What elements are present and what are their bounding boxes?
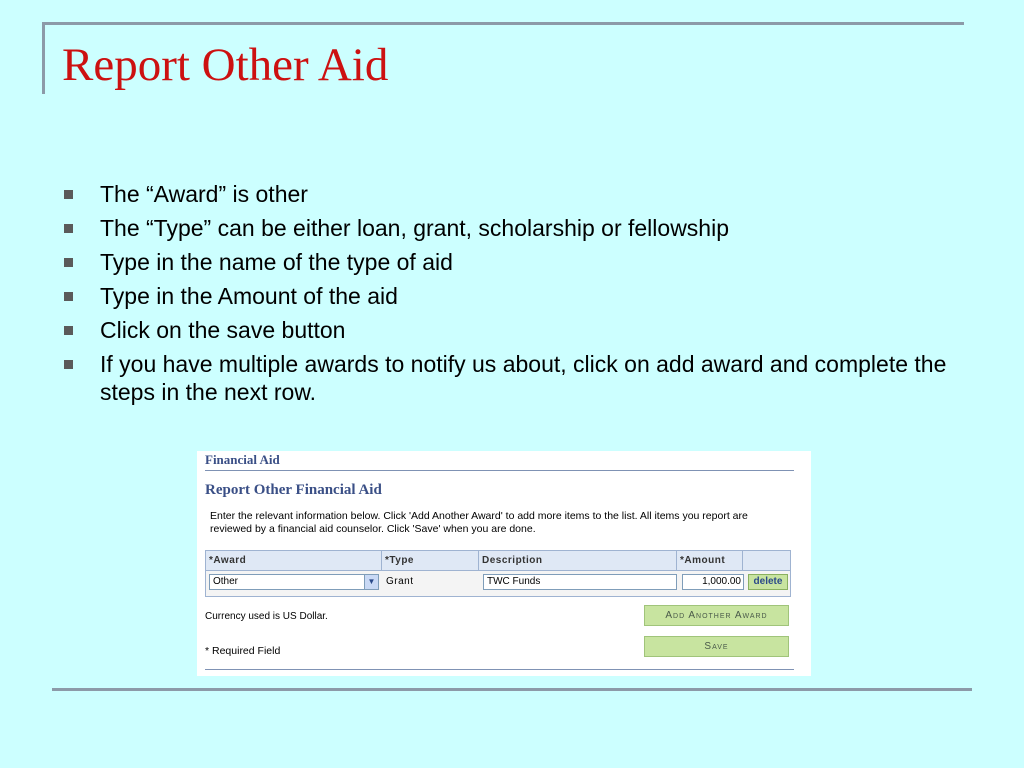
header-divider — [205, 470, 794, 471]
square-bullet-icon — [64, 326, 73, 335]
award-select-value: Other — [213, 576, 239, 587]
square-bullet-icon — [64, 224, 73, 233]
bullet-item — [62, 282, 962, 310]
bullet-item — [62, 214, 962, 242]
bullet-item — [62, 248, 962, 276]
description-input[interactable]: TWC Funds — [483, 574, 677, 590]
square-bullet-icon — [64, 258, 73, 267]
bullet-list — [62, 180, 962, 412]
bullet-item — [62, 180, 962, 208]
column-header-amount: *Amount — [676, 551, 742, 570]
bullet-item — [62, 316, 962, 344]
save-button[interactable]: Save — [644, 636, 789, 657]
amount-input[interactable]: 1,000.00 — [682, 574, 744, 590]
bullet-item — [62, 350, 962, 406]
frame-left-line — [42, 22, 45, 94]
instructions-text: Enter the relevant information below. Click 'Add Another Award' to add more items to the list. All items you report are reviewed by a financial aid counselor. Click 'Save' when you are done. — [210, 510, 748, 535]
footer-divider — [205, 669, 794, 670]
grid-header-row — [206, 551, 790, 571]
square-bullet-icon — [64, 190, 73, 199]
square-bullet-icon — [64, 292, 73, 301]
financial-aid-screenshot — [197, 451, 811, 676]
column-header-description: Description — [478, 551, 676, 570]
chevron-down-icon[interactable]: ▼ — [364, 575, 378, 589]
award-row — [206, 571, 790, 595]
type-value: Grant — [386, 576, 414, 587]
bullet-text: The “Type” can be either loan, grant, scholarship or fellowship — [100, 215, 729, 241]
currency-note: Currency used is US Dollar. — [205, 611, 328, 622]
column-header-award: *Award — [209, 555, 247, 566]
frame-top-line — [42, 22, 964, 25]
bullet-text: Type in the Amount of the aid — [100, 283, 398, 309]
bullet-text: The “Award” is other — [100, 181, 308, 207]
slide-title: Report Other Aid — [62, 39, 389, 91]
add-another-award-button[interactable]: Add Another Award — [644, 605, 789, 626]
column-header-type: *Type — [381, 551, 478, 570]
column-header-action — [742, 551, 790, 570]
award-select[interactable] — [209, 574, 379, 590]
square-bullet-icon — [64, 360, 73, 369]
awards-grid — [205, 550, 791, 597]
bullet-text: Type in the name of the type of aid — [100, 249, 453, 275]
bullet-text: If you have multiple awards to notify us about, click on add award and complete the steps in the next row. — [100, 351, 947, 405]
frame-bottom-line — [52, 688, 972, 691]
bullet-text: Click on the save button — [100, 317, 346, 343]
delete-button[interactable]: delete — [748, 574, 788, 590]
financial-aid-header: Financial Aid — [205, 452, 280, 467]
required-field-note: * Required Field — [205, 645, 281, 657]
report-other-aid-title: Report Other Financial Aid — [205, 482, 382, 498]
